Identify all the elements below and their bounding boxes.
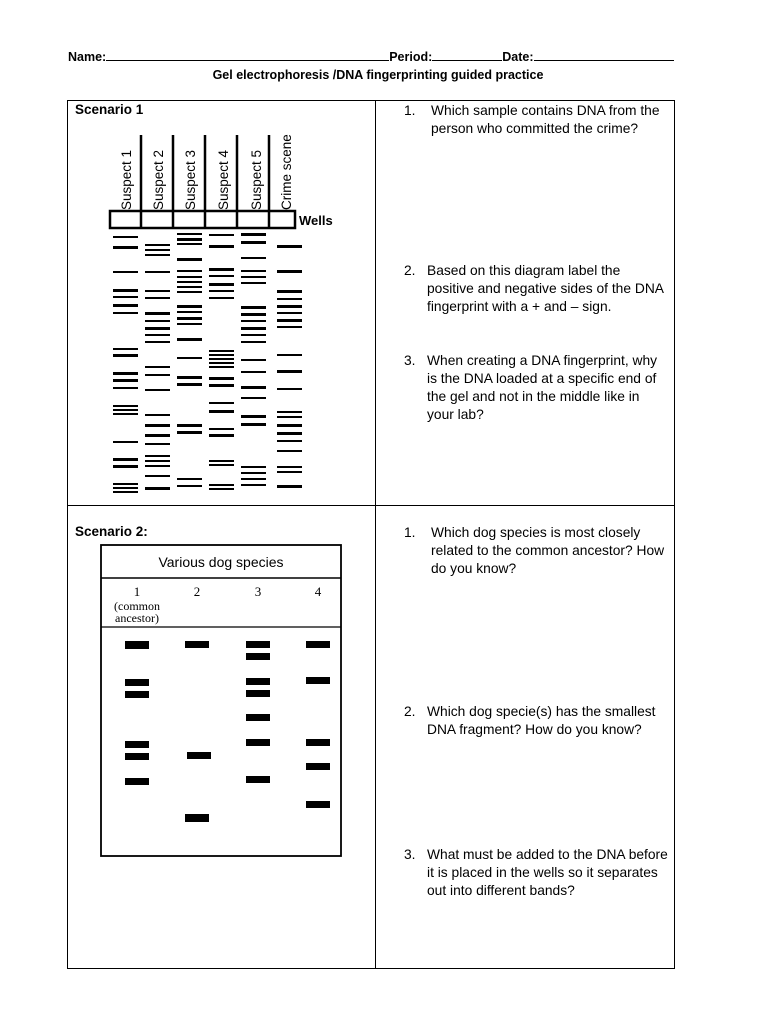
dog-bands-lane-1	[125, 641, 149, 785]
date-blank[interactable]	[534, 60, 674, 61]
gel-title: Various dog species	[158, 554, 284, 570]
question-text: When creating a DNA fingerprint, why is the DNA loaded at a specific end of the gel and not in the middle like in your lab?	[427, 353, 658, 422]
name-blank[interactable]	[106, 60, 389, 61]
band-lane-suspect-2	[145, 244, 170, 490]
scenario1-question-2	[404, 262, 669, 316]
band-lane-suspect-4	[209, 234, 234, 490]
question-number: 2.	[404, 263, 416, 278]
scenario2-question-3	[404, 846, 669, 900]
dog-bands-lane-2	[185, 641, 211, 822]
scenario2-question-2	[404, 703, 669, 739]
band-lane-crime-scene	[277, 245, 302, 488]
question-number: 1.	[404, 103, 416, 118]
scenario2-gel-diagram	[96, 540, 346, 860]
lane-note-common: (common	[114, 599, 160, 613]
lane-note-ancestor: ancestor)	[115, 611, 159, 625]
period-label: Period:	[389, 50, 433, 64]
scenario2-question-1	[404, 524, 669, 578]
question-number: 3.	[404, 847, 416, 862]
scenario1-title: Scenario 1	[75, 102, 144, 117]
band-lane-suspect-5	[241, 233, 266, 486]
scenario1-question-1	[404, 102, 669, 138]
dog-bands-lane-3	[246, 641, 270, 783]
scenario1-gel-diagram	[100, 125, 350, 500]
lane-label-suspect-1: Suspect 1	[119, 149, 134, 210]
wells-row	[110, 211, 295, 228]
lane-number-4: 4	[314, 584, 322, 599]
lane-number-1: 1	[133, 584, 141, 599]
band-lane-suspect-1	[113, 236, 138, 493]
question-text: Which dog species is most closely related to the common ancestor? How do you know?	[431, 525, 665, 576]
band-lane-suspect-3	[177, 233, 202, 487]
header-line	[68, 50, 688, 64]
question-text: Which sample contains DNA from the person who committed the crime?	[431, 103, 660, 136]
worksheet-subtitle: Gel electrophoresis /DNA fingerprinting guided practice	[212, 68, 544, 82]
question-number: 2.	[404, 704, 416, 719]
period-blank[interactable]	[432, 60, 502, 61]
lane-label-suspect-3: Suspect 3	[183, 149, 198, 210]
column-divider	[375, 100, 376, 969]
question-text: What must be added to the DNA before it is placed in the wells so it separates out into different bands?	[427, 847, 668, 898]
question-number: 3.	[404, 353, 416, 368]
question-number: 1.	[404, 525, 416, 540]
lane-label-suspect-4: Suspect 4	[216, 149, 231, 210]
scenario1-question-3	[404, 352, 669, 424]
lane-label-suspect-2: Suspect 2	[151, 149, 166, 210]
name-label: Name:	[68, 50, 107, 64]
lane-label-crime-scene: Crime scene	[279, 134, 294, 210]
row-divider	[67, 505, 675, 506]
wells-label: Wells	[299, 213, 333, 228]
dog-bands-lane-4	[306, 641, 330, 808]
scenario2-title: Scenario 2:	[75, 524, 148, 539]
question-text: Based on this diagram label the positive and negative sides of the DNA fingerprint with a + and – sign.	[427, 263, 664, 314]
lane-number-3: 3	[254, 584, 262, 599]
lane-label-suspect-5: Suspect 5	[249, 149, 264, 210]
lane-number-2: 2	[193, 584, 201, 599]
question-text: Which dog specie(s) has the smallest DNA fragment? How do you know?	[427, 704, 656, 737]
date-label: Date:	[502, 50, 534, 64]
